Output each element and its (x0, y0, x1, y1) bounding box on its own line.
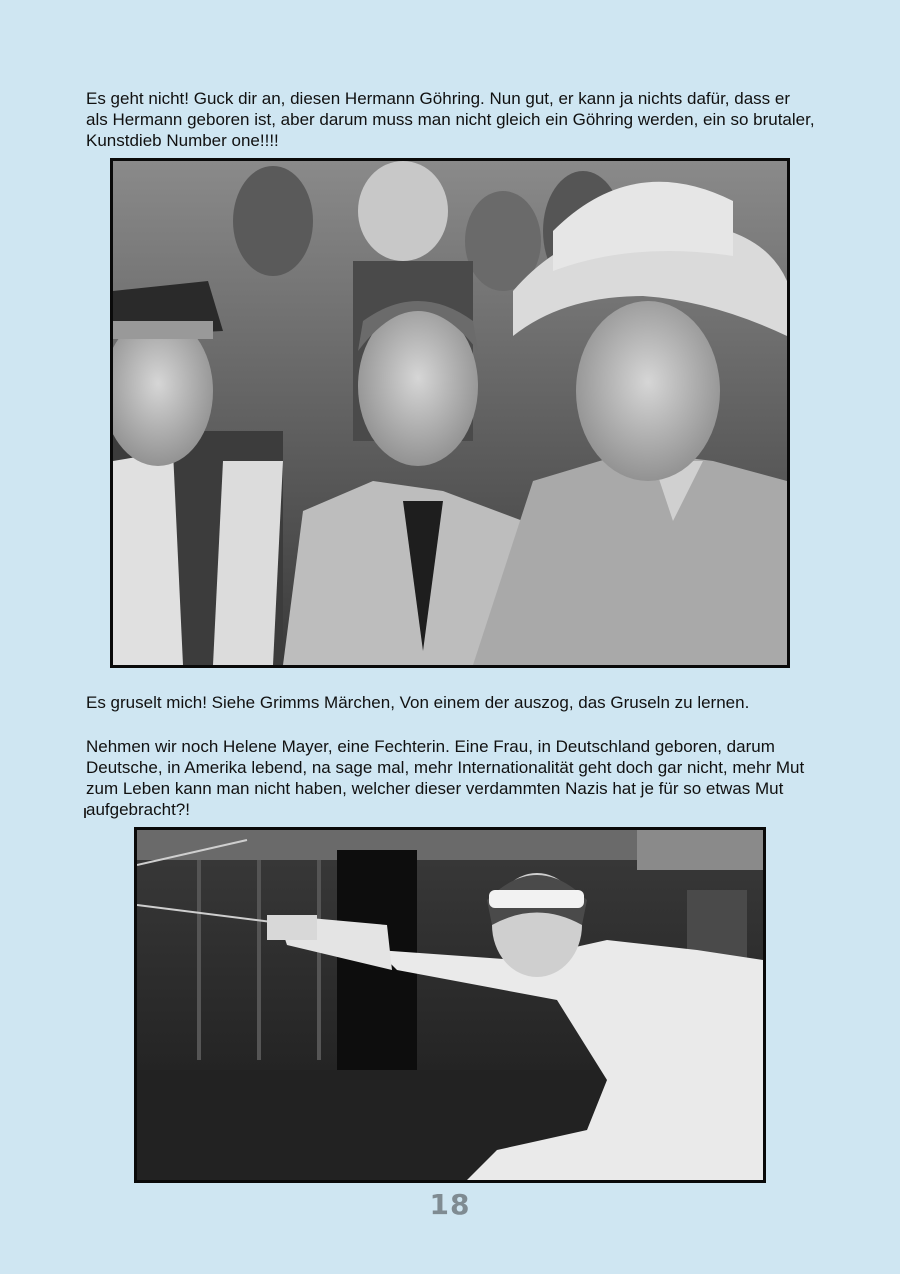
page-number: 18 (429, 1188, 471, 1221)
fencer-photo (134, 827, 766, 1183)
group-photo-image (113, 161, 787, 665)
mayer-paragraph: Nehmen wir noch Helene Mayer, eine Fechterin. Eine Frau, in Deutschland geboren, darum Deutsche, in Amerika lebend, na sage mal, mehr Internationalität geht doch gar nicht, mehr Mut zum Leben kann man nicht haben, welcher dieser verdammten Nazis hat je für so etwas Mut aufgebracht?! (86, 737, 805, 819)
text-mark (84, 808, 86, 818)
group-photo (110, 158, 790, 668)
intro-paragraph: Es geht nicht! Guck dir an, diesen Hermann Göhring. Nun gut, er kann ja nichts dafür, dass er als Hermann geboren ist, aber darum muss man nicht gleich ein Göhring werden, ein so brutaler, Kunstdieb Number one!!!! (86, 89, 815, 150)
fencer-photo-image (137, 830, 763, 1180)
grusel-paragraph: Es gruselt mich! Siehe Grimms Märchen, Von einem der auszog, das Gruseln zu lernen. (86, 693, 750, 712)
